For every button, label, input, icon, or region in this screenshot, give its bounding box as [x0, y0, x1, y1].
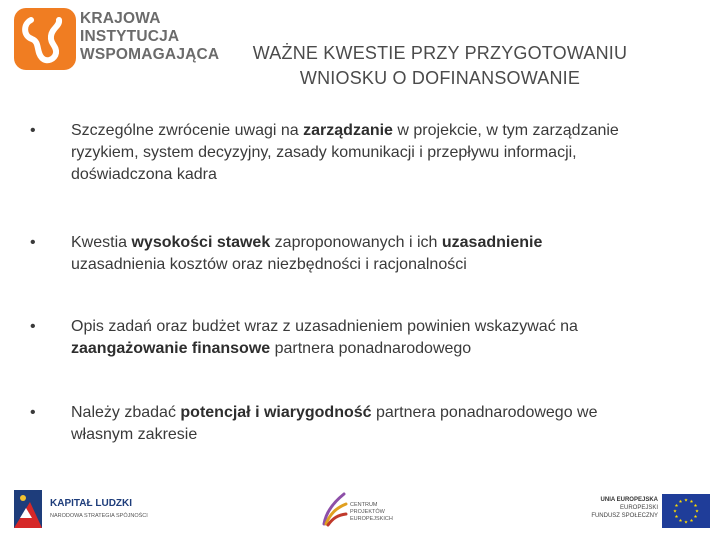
- kiw-logo: [14, 8, 220, 74]
- bullet-text: [71, 402, 671, 446]
- bullet-emphasis: uzasadnienie: [441, 234, 543, 251]
- bullet-text: [71, 120, 671, 186]
- footer: [0, 482, 720, 540]
- eu-text: [588, 496, 658, 520]
- kapital-ludzki-subtitle: NARODOWA STRATEGIA SPÓJNOŚCI: [50, 513, 148, 519]
- bullet-line: [71, 424, 671, 446]
- bullet-marker: •: [30, 404, 36, 421]
- bullet-run: Szczególne zwrócenie uwagi na: [71, 122, 304, 139]
- bullet-line: [71, 164, 671, 186]
- kapital-ludzki-title: KAPITAŁ LUDZKI: [50, 498, 133, 509]
- bullet-run: Należy zbadać: [71, 404, 181, 421]
- bullet-marker: •: [30, 318, 36, 335]
- bullet-emphasis: wysokości stawek: [131, 234, 271, 251]
- slide-title-line: WNIOSKU O DOFINANSOWANIE: [299, 68, 581, 88]
- bullet-emphasis: zarządzanie: [303, 122, 393, 139]
- cpe-logo: [320, 488, 420, 532]
- bullet-run: własnym zakresie: [71, 426, 198, 443]
- bullet-run: ryzykiem, system decyzyjny, zasady komunikacji i przepływu informacji,: [71, 144, 577, 161]
- bullet-text: [71, 316, 671, 360]
- kiw-logo-line: WSPOMAGAJĄCA: [80, 46, 220, 63]
- bullet-line: [71, 232, 671, 254]
- bullet-line: [71, 142, 671, 164]
- kapital-ludzki-logo: [12, 488, 152, 532]
- kiw-logo-icon: [14, 8, 76, 70]
- bullet-run: partnera ponadnarodowego: [270, 340, 472, 357]
- bullet-text: [71, 232, 671, 276]
- bullet-run: uzasadnienia kosztów oraz niezbędności i racjonalności: [71, 256, 467, 273]
- eu-text-line: UNIA EUROPEJSKA: [600, 497, 658, 503]
- kapital-ludzki-icon: [12, 488, 46, 530]
- kiw-logo-text: [80, 10, 219, 64]
- bullet-marker: •: [30, 234, 36, 251]
- cpe-icon: [320, 490, 348, 528]
- eu-flag-icon: [662, 494, 710, 528]
- eu-text-line: EUROPEJSKI: [619, 505, 658, 511]
- bullet-line: [71, 402, 671, 424]
- bullet-line: [71, 316, 671, 338]
- bullet-run: w projekcie, w tym zarządzanie: [392, 122, 619, 139]
- bullet-line: [71, 120, 671, 142]
- eu-efs-logo: [588, 494, 712, 530]
- bullet-emphasis: potencjał i wiarygodność: [180, 404, 372, 421]
- kiw-logo-line: INSTYTUCJA: [80, 28, 180, 45]
- bullet-run: Opis zadań oraz budżet wraz z uzasadnieniem powinien wskazywać na: [71, 318, 578, 335]
- bullet-line: [71, 254, 671, 276]
- cpe-text: CENTRUM PROJEKTÓW EUROPEJSKICH: [350, 502, 393, 522]
- bullet-run: zaproponowanych i ich: [270, 234, 442, 251]
- bullet-emphasis: zaangażowanie finansowe: [71, 340, 271, 357]
- bullet-line: [71, 338, 671, 360]
- kiw-logo-line: KRAJOWA: [80, 10, 161, 27]
- bullet-run: partnera ponadnarodowego we: [371, 404, 598, 421]
- bullet-run: Kwestia: [71, 234, 132, 251]
- slide-title: [222, 41, 658, 91]
- slide-title-line: WAŻNE KWESTIE PRZY PRZYGOTOWANIU: [252, 43, 628, 63]
- bullet-marker: •: [30, 122, 36, 139]
- eu-text-line: FUNDUSZ SPOŁECZNY: [591, 513, 658, 519]
- bullet-run: doświadczona kadra: [71, 166, 217, 183]
